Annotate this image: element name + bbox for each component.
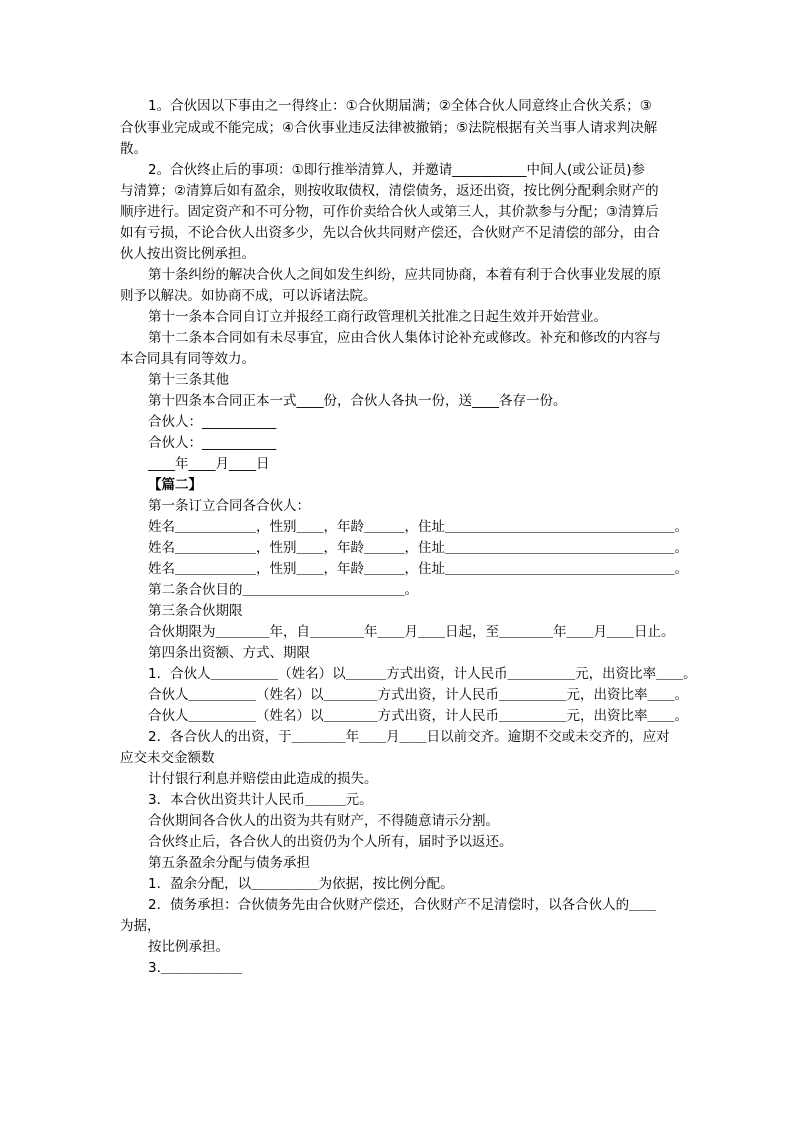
text-line: 散。	[120, 141, 147, 157]
text-line: 则予以解决。如协商不成，可以诉诸法院。	[120, 288, 377, 304]
text-line: 第十一条本合同自订立并报经工商行政管理机关批准之日起生效并开始营业。	[148, 309, 607, 325]
form-line: 姓名＿＿＿＿＿＿，性别＿＿，年龄＿＿＿，住址＿＿＿＿＿＿＿＿＿＿＿＿＿＿＿＿＿。	[148, 561, 688, 577]
text-line: 合伙人＿＿＿＿＿（姓名）以＿＿＿＿方式出资，计人民币＿＿＿＿＿元，出资比率＿＿。	[148, 708, 688, 724]
signature-line: 合伙人：___________	[148, 435, 277, 451]
text-line: 按比例承担。	[148, 939, 229, 955]
text-line: 3.＿＿＿＿＿＿	[148, 960, 242, 976]
text-line: 与清算；②清算后如有盈余，则按收取债权，清偿债务，返还出资，按比例分配剩余财产的	[120, 183, 659, 199]
text-line: 本合同具有同等效力。	[120, 351, 255, 367]
text-line: 第十条纠纷的解决合伙人之间如发生纠纷，应共同协商，本着有利于合伙事业发展的原	[148, 267, 661, 283]
text-line: 1。合伙因以下事由之一得终止：①合伙期届满；②全体合伙人同意终止合伙关系；③	[148, 98, 652, 114]
form-line: 姓名＿＿＿＿＿＿，性别＿＿，年龄＿＿＿，住址＿＿＿＿＿＿＿＿＿＿＿＿＿＿＿＿＿。	[148, 540, 688, 556]
text-line: 如有亏损，不论合伙人出资多少，先以合伙共同财产偿还，合伙财产不足清偿的部分，由合	[120, 225, 660, 241]
text-line: 应交未交金额数	[120, 750, 215, 766]
form-line: 姓名＿＿＿＿＿＿，性别＿＿，年龄＿＿＿，住址＿＿＿＿＿＿＿＿＿＿＿＿＿＿＿＿＿。	[148, 519, 688, 535]
signature-line: 合伙人：___________	[148, 414, 277, 430]
text-line: 1．合伙人＿＿＿＿＿（姓名）以＿＿＿方式出资，计人民币＿＿＿＿＿元，出资比率＿＿。	[148, 666, 697, 682]
date-line: ____年____月____日	[148, 456, 270, 472]
text-line: 第十二条本合同如有未尽事宜，应由合伙人集体讨论补充或修改。补充和修改的内容与	[148, 330, 661, 346]
text-line: 合伙期间各合伙人的出资为共有财产，不得随意请示分割。	[148, 813, 499, 829]
text-line: 2。合伙终止后的事项：①即行推举清算人，并邀请___________中间人(或公证员)参	[148, 162, 645, 178]
text-line: 3．本合伙出资共计人民币＿＿＿元。	[148, 792, 373, 808]
text-line: 第五条盈余分配与债务承担	[148, 855, 310, 871]
section-heading: 【篇二】	[148, 477, 202, 493]
text-line: 2．各合伙人的出资，于＿＿＿＿年＿＿月＿＿日以前交齐。逾期不交或未交齐的，应对	[148, 729, 670, 745]
text-line: 第十三条其他	[148, 372, 229, 388]
text-line: 合伙期限为＿＿＿＿年，自＿＿＿＿年＿＿月＿＿日起，至＿＿＿＿年＿＿月＿＿日止。	[148, 624, 675, 640]
text-line: 合伙终止后，各合伙人的出资仍为个人所有，届时予以返还。	[148, 834, 513, 850]
text-line: 合伙事业完成或不能完成；④合伙事业违反法律被撤销；⑤法院根据有关当事人请求判决解	[120, 120, 658, 136]
text-line: 第一条订立合同各合伙人：	[148, 498, 310, 514]
text-line: 合伙人＿＿＿＿＿（姓名）以＿＿＿＿方式出资，计人民币＿＿＿＿＿元，出资比率＿＿。	[148, 687, 688, 703]
text-line: 1．盈余分配，以＿＿＿＿＿为依据，按比例分配。	[148, 876, 454, 892]
text-line: 第十四条本合同正本一式____份，合伙人各执一份，送____各存一份。	[148, 393, 567, 409]
text-line: 顺序进行。固定资产和不可分物，可作价卖给合伙人或第三人，其价款参与分配；③清算后	[120, 204, 659, 220]
text-line: 计付银行利息并赔偿由此造成的损失。	[148, 771, 378, 787]
text-line: 为据，	[120, 918, 161, 934]
text-line: 第二条合伙目的＿＿＿＿＿＿＿＿＿＿＿＿。	[148, 582, 418, 598]
text-line: 伙人按出资比例承担。	[120, 246, 255, 262]
text-line: 2．债务承担：合伙债务先由合伙财产偿还，合伙财产不足清偿时，以各合伙人的＿＿	[148, 897, 657, 913]
text-line: 第四条出资额、方式、期限	[148, 645, 310, 661]
text-line: 第三条合伙期限	[148, 603, 243, 619]
